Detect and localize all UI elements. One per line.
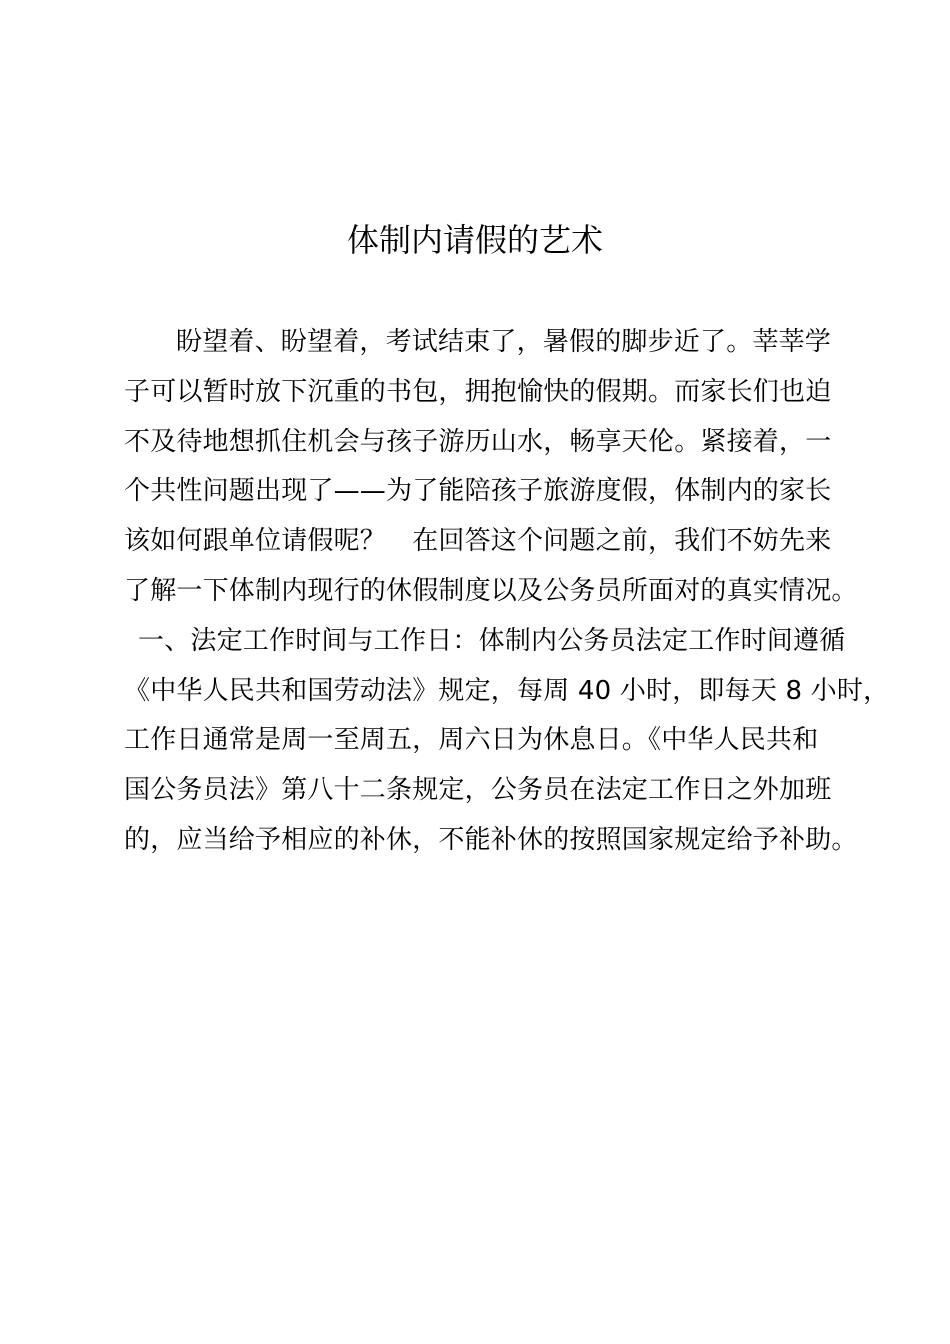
paragraph-line: 盼望着、盼望着，考试结束了，暑假的脚步近了。莘莘学 xyxy=(176,327,832,357)
paragraph-line: 的，应当给予相应的补休，不能补休的按照国家规定给予补助。 xyxy=(124,824,858,855)
paragraph-line: 工作日通常是周一至周五，周六日为休息日。《中华人民共和 xyxy=(124,725,819,756)
paragraph-line: 子可以暂时放下沉重的书包，拥抱愉快的假期。而家长们也迫 xyxy=(124,376,832,407)
paragraph-line: 了解一下体制内现行的休假制度以及公务员所面对的真实情况。 xyxy=(124,575,858,606)
paragraph-line: 个共性问题出现了——为了能陪孩子旅游度假，体制内的家长 xyxy=(124,476,832,507)
paragraph-line: 《中华人民共和国劳动法》规定，每周 40 小时，即每天 8 小时， xyxy=(124,675,890,706)
paragraph-line: 该如何跟单位请假呢？ 在回答这个问题之前，我们不妨先来 xyxy=(124,526,832,557)
paragraph-line: 不及待地想抓住机会与孩子游历山水，畅享天伦。紧接着，一 xyxy=(124,426,832,457)
document-body xyxy=(124,318,889,866)
paragraph-line: 国公务员法》第八十二条规定，公务员在法定工作日之外加班 xyxy=(124,775,832,806)
section-heading-line: 一、法定工作时间与工作日：体制内公务员法定工作时间遵循 xyxy=(138,625,846,656)
document-title: 体制内请假的艺术 xyxy=(346,221,603,259)
